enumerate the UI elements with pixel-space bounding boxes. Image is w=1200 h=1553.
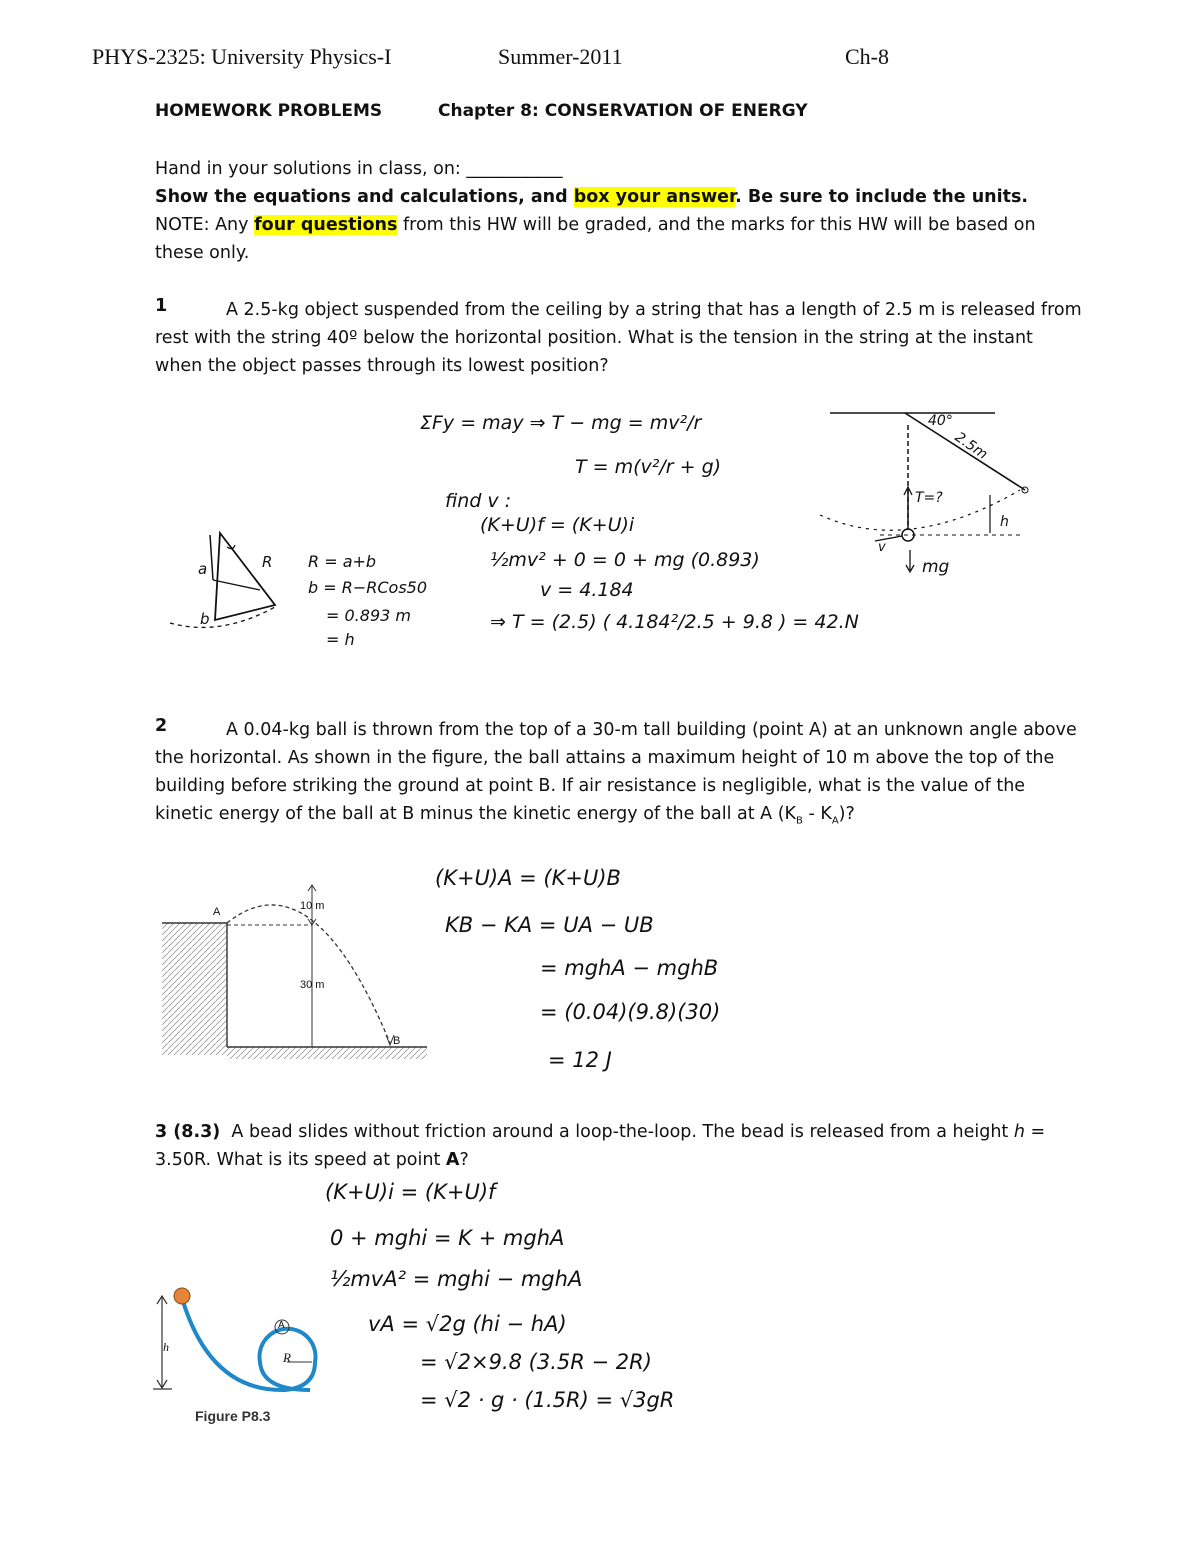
q1-pend-angle: 40° (928, 413, 953, 429)
q1-work-line6: v = 4.184 (540, 579, 634, 601)
q2-work-line4: = (0.04)(9.8)(30) (540, 1000, 721, 1024)
instructions-line: Show the equations and calculations, and box your answer. Be sure to include the units. (155, 187, 1029, 207)
q3-label-r: R (283, 1350, 291, 1365)
q1-pend-tension: T=? (915, 490, 943, 506)
q2-number: 2 (155, 716, 168, 736)
q2-text: A 0.04-kg ball is thrown from the top of a 30-m tall building (point A) at an unknown angle above the horizontal. As shown in the figure, the ball attains a maximum height of 10 m above the top of the building before striking the ground at point B. If air resistance is negligible, what is the value of the kinetic energy of the ball at B minus the kinetic energy of the ball at A $(K_B - K_A)$? (155, 720, 1077, 827)
q1-geo-line2: b = R−RCos50 (308, 578, 428, 597)
q1-work-line2: T = m(v²/r + g) (575, 456, 722, 478)
q3-label-h: h (163, 1340, 169, 1354)
q3-text: 3 (8.3) A bead slides without friction around a loop-the-loop. The bead is released from a height h = 3.50R. What is its speed at point A? (155, 1122, 1046, 1170)
q1-geo-line1: R = a+b (308, 552, 377, 571)
q1-label-a: a (198, 560, 208, 578)
q3-loop-figure (150, 1282, 330, 1412)
q3-work-line4: vA = √2g (hi − hA) (368, 1312, 567, 1336)
q2-point-b: B (393, 1035, 401, 1047)
q1-work-line4: (K+U)f = (K+U)i (480, 514, 635, 536)
q2-building-figure (162, 875, 432, 1060)
chapter-header: Ch-8 (845, 44, 889, 69)
q3-work-line2: 0 + mghi = K + mghA (330, 1226, 565, 1250)
q2-label-10m: 10 m (300, 900, 325, 912)
q1-pend-mg: mg (922, 557, 950, 577)
q1-label-r: R (262, 553, 273, 571)
q3-figure-caption: Figure P8.3 (195, 1408, 271, 1424)
q2-work-line1: (K+U)A = (K+U)B (435, 866, 621, 890)
q1-text: A 2.5-kg object suspended from the ceiling by a string that has a length of 2.5 m is released from rest with the string 40º below the horizontal position. What is the tension in the string at the instant when the object passes through its lowest position? (155, 300, 1082, 376)
q1-pend-v: v (878, 540, 886, 555)
q2-label-30m: 30 m (300, 979, 325, 991)
q1-geo-line3: = 0.893 m (326, 606, 411, 625)
q3-work-line6: = √2 · g · (1.5R) = √3gR (420, 1388, 675, 1412)
q2-work-line5: = 12 J (548, 1048, 612, 1072)
q2-work-line2: KB − KA = UA − UB (445, 913, 654, 937)
homework-title: HOMEWORK PROBLEMS (155, 101, 383, 121)
q1-work-line1: ΣFy = may ⇒ T − mg = mv²/r (420, 412, 702, 434)
q3-work-line3: ½mvA² = mghi − mghA (330, 1267, 583, 1291)
q1-pend-length: 2.5m (951, 429, 991, 463)
q1-label-b: b (200, 610, 210, 628)
q1-geo-line4: = h (326, 630, 355, 649)
course-header: PHYS-2325: University Physics-I (92, 44, 392, 69)
q1-number: 1 (155, 296, 168, 316)
hand-in-line: Hand in your solutions in class, on: ___________ (155, 159, 563, 179)
q3-work-line1: (K+U)i = (K+U)f (325, 1180, 496, 1204)
q3-work-line5: = √2×9.8 (3.5R − 2R) (420, 1350, 652, 1374)
q1-triangle-sketch (165, 525, 275, 640)
q1-work-line3: find v : (445, 490, 512, 512)
chapter-title: Chapter 8: CONSERVATION OF ENERGY (438, 101, 808, 121)
q2-point-a: A (213, 906, 221, 918)
q2-work-line3: = mghA − mghB (540, 956, 719, 980)
q1-pend-h: h (1000, 514, 1009, 530)
q1-work-line7: ⇒ T = (2.5) ( 4.184²/2.5 + 9.8 ) = 42.N (490, 611, 859, 633)
q1-work-line5: ½mv² + 0 = 0 + mg (0.893) (490, 549, 760, 571)
note-paragraph: NOTE: Any four questions from this HW will be graded, and the marks for this HW will be based on these only. (155, 215, 1036, 263)
term-header: Summer-2011 (498, 44, 623, 69)
q3-point-a-label: A (278, 1320, 285, 1331)
